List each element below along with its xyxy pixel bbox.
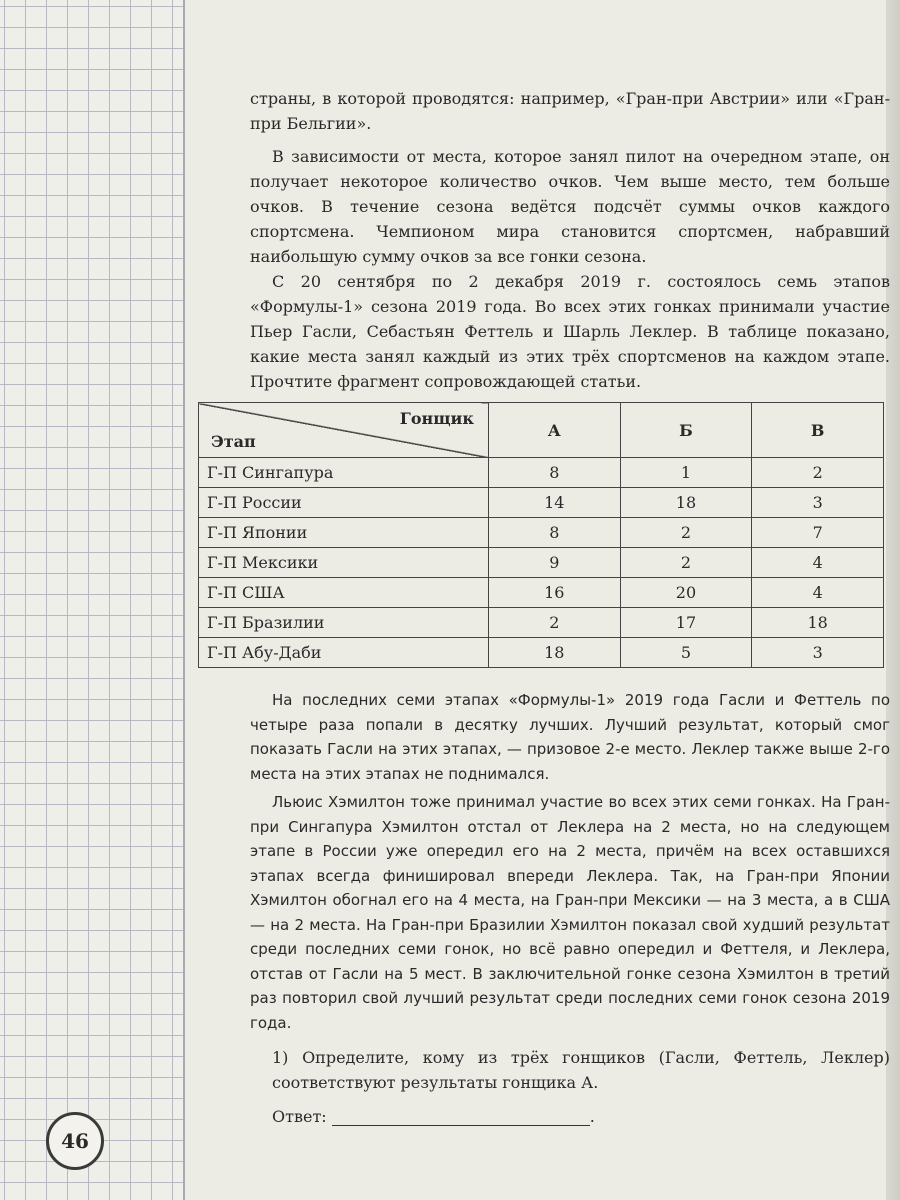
table-row xyxy=(199,548,884,578)
result-a: 2 xyxy=(488,608,620,638)
result-a: 18 xyxy=(488,638,620,668)
result-a: 16 xyxy=(488,578,620,608)
header-stage: Этап xyxy=(211,432,256,451)
table-row xyxy=(199,488,884,518)
table-row xyxy=(199,638,884,668)
result-b: 20 xyxy=(620,578,752,608)
result-v: 3 xyxy=(752,638,884,668)
header-racer: Гонщик xyxy=(399,409,474,428)
table-row xyxy=(199,608,884,638)
results-table xyxy=(198,402,884,668)
stage-name: Г-П Сингапура xyxy=(199,458,489,488)
intro-paragraph-2: В зависимости от места, которое занял пилот на очередном этапе, он получает некоторое количество очков. Чем выше место, тем больше очков. В течение сезона ведётся подсчёт суммы очков каждого спортсмена. Чемпионом мира становится спортсмен, набравший наибольшую сумму очков за все гонки сезона. xyxy=(250,147,890,266)
table-row xyxy=(199,518,884,548)
answer-label: Ответ: xyxy=(272,1107,327,1126)
result-b: 2 xyxy=(620,518,752,548)
article-paragraph-2: Льюис Хэмилтон тоже принимал участие во всех этих семи гонках. На Гран-при Сингапура Хэмилтон отстал от Леклера на 2 места, но на следующем этапе в России уже опередил его на 2 места, причём на всех оставшихся этапах всегда финишировал впереди Леклера. Так, на Гран-при Японии Хэмилтон обогнал его на 4 места, на Гран-при Мексики — на 3 места, а в США — на 2 места. На Гран-при Бразилии Хэмилтон показал свой худший результат среди последних семи гонок, но всё равно опередил и Феттеля, и Леклера, отстав от Гасли на 5 мест. В заключительной гонке сезона Хэмилтон в третий раз повторил свой лучший результат среди последних семи гонок сезона 2019 года. xyxy=(250,793,890,1032)
stage-name: Г-П Японии xyxy=(199,518,489,548)
column-header-v: В xyxy=(752,403,884,458)
result-a: 8 xyxy=(488,518,620,548)
table-row xyxy=(199,458,884,488)
result-b: 18 xyxy=(620,488,752,518)
answer-field[interactable] xyxy=(332,1109,590,1126)
result-b: 5 xyxy=(620,638,752,668)
stage-name: Г-П Абу-Даби xyxy=(199,638,489,668)
result-v: 4 xyxy=(752,578,884,608)
result-a: 14 xyxy=(488,488,620,518)
result-v: 3 xyxy=(752,488,884,518)
intro-paragraph-1: страны, в которой проводятся: например, «Гран-при Австрии» или «Гран-при Бельгии». xyxy=(250,89,890,133)
result-v: 4 xyxy=(752,548,884,578)
stage-name: Г-П России xyxy=(199,488,489,518)
stage-name: Г-П Мексики xyxy=(199,548,489,578)
table-header-row xyxy=(199,403,884,458)
result-v: 2 xyxy=(752,458,884,488)
result-b: 1 xyxy=(620,458,752,488)
stage-name: Г-П США xyxy=(199,578,489,608)
result-a: 8 xyxy=(488,458,620,488)
task-question: 1) Определите, кому из трёх гонщиков (Гасли, Феттель, Леклер) соответствуют результаты гонщика А. xyxy=(272,1048,890,1092)
table-corner-cell xyxy=(199,403,489,458)
grid-margin xyxy=(0,0,185,1200)
result-b: 17 xyxy=(620,608,752,638)
column-header-a: А xyxy=(488,403,620,458)
article-paragraph-1: На последних семи этапах «Формулы-1» 2019 года Гасли и Феттель по четыре раза попали в десятку лучших. Лучший результат, который смог показать Гасли на этих этапах, — призовое 2-е место. Леклер также выше 2-го места на этих этапах не поднимался. xyxy=(250,691,890,783)
page-number: 46 xyxy=(46,1112,104,1170)
page-content xyxy=(207,86,890,1126)
intro-paragraph-3: С 20 сентября по 2 декабря 2019 г. состоялось семь этапов «Формулы-1» сезона 2019 года. Во всех этих гонках принимали участие Пьер Гасли, Себастьян Феттель и Шарль Леклер. В таблице показано, какие места занял каждый из этих трёх спортсменов на каждом этапе. Прочтите фрагмент сопровождающей статьи. xyxy=(250,272,890,391)
stage-name: Г-П Бразилии xyxy=(199,608,489,638)
answer-row xyxy=(272,1107,890,1126)
result-v: 18 xyxy=(752,608,884,638)
result-a: 9 xyxy=(488,548,620,578)
result-b: 2 xyxy=(620,548,752,578)
answer-period: . xyxy=(589,1107,595,1126)
column-header-b: Б xyxy=(620,403,752,458)
table-row xyxy=(199,578,884,608)
result-v: 7 xyxy=(752,518,884,548)
